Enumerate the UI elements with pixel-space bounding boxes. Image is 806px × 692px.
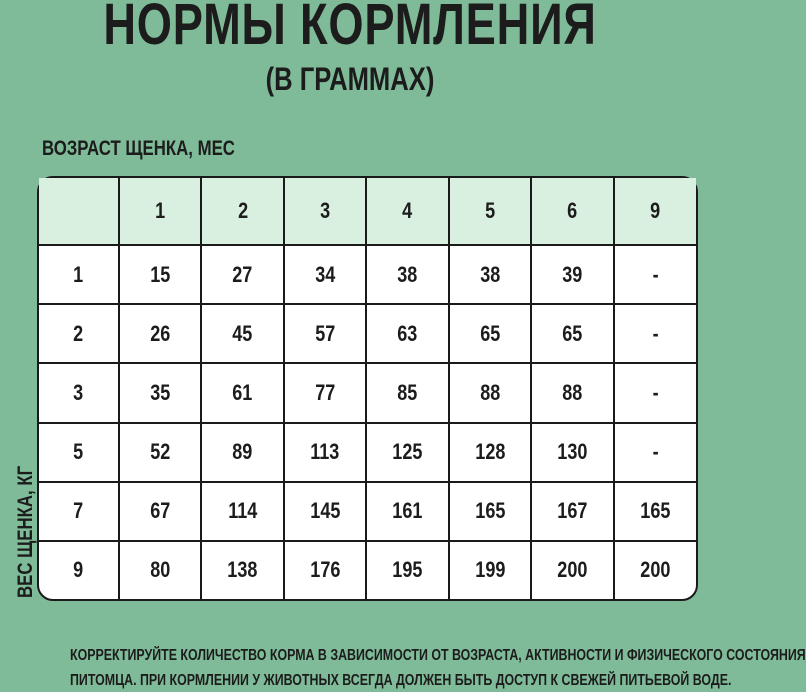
grams-value: 88: [562, 379, 583, 405]
footer-note-line-2: ПИТОМЦА. ПРИ КОРМЛЕНИИ У ЖИВОТНЫХ ВСЕГДА ДОЛЖЕН БЫТЬ ДОСТУП К СВЕЖЕЙ ПИТЬЕВОЙ ВОДЕ.: [70, 672, 732, 689]
footer-note-line-1: КОРРЕКТИРУЙТЕ КОЛИЧЕСТВО КОРМА В ЗАВИСИМОСТИ ОТ ВОЗРАСТА, АКТИВНОСТИ И ФИЗИЧЕСКОГО СОСТОЯНИЯ: [70, 647, 806, 664]
grams-cell: [366, 423, 448, 482]
weight-value: 1: [73, 261, 84, 287]
grams-cell: [531, 245, 613, 304]
table-corner-cell: [39, 178, 119, 245]
grams-cell: [531, 304, 613, 363]
feeding-table: [37, 176, 698, 601]
grams-cell: [614, 541, 696, 599]
grams-cell: [449, 245, 531, 304]
grams-cell: [201, 482, 283, 541]
age-header-value: 6: [567, 198, 578, 224]
grams-cell: [531, 423, 613, 482]
grams-value: 138: [227, 557, 258, 583]
grams-value: 34: [315, 261, 336, 287]
grams-value: 26: [150, 320, 171, 346]
grams-cell: [366, 363, 448, 422]
grams-cell: [201, 245, 283, 304]
grams-cell: [119, 363, 201, 422]
grams-value: -: [652, 379, 659, 405]
weight-value: 3: [73, 379, 84, 405]
grams-value: 45: [232, 320, 253, 346]
grams-value: -: [652, 261, 659, 287]
weight-header-cell: [39, 482, 119, 541]
weight-axis-label: ВЕС ЩЕНКА, КГ: [14, 465, 37, 598]
grams-value: 65: [479, 320, 500, 346]
grams-value: -: [652, 439, 659, 465]
grams-value: 85: [397, 379, 418, 405]
grams-value: 65: [562, 320, 583, 346]
grams-cell: [201, 423, 283, 482]
grams-value: 15: [150, 261, 171, 287]
weight-value: 9: [73, 557, 84, 583]
weight-header-cell: [39, 245, 119, 304]
grams-cell: [284, 304, 366, 363]
weight-header-cell: [39, 363, 119, 422]
table-row: [39, 423, 696, 482]
age-header-cell: [119, 178, 201, 245]
grams-cell: [614, 304, 696, 363]
grams-cell: [201, 541, 283, 599]
weight-header-cell: [39, 423, 119, 482]
grams-value: 27: [232, 261, 253, 287]
grams-cell: [119, 423, 201, 482]
grams-cell: [531, 541, 613, 599]
grams-value: 161: [392, 498, 423, 524]
age-header-value: 9: [650, 198, 661, 224]
grams-value: 52: [150, 439, 171, 465]
grams-value: 167: [557, 498, 588, 524]
age-header-cell: [201, 178, 283, 245]
weight-value: 5: [73, 439, 84, 465]
grams-value: 114: [228, 498, 258, 524]
grams-cell: [284, 541, 366, 599]
grams-cell: [449, 541, 531, 599]
age-header-value: 5: [484, 198, 495, 224]
age-header-cell: [366, 178, 448, 245]
grams-cell: [119, 304, 201, 363]
grams-cell: [449, 482, 531, 541]
grams-cell: [531, 482, 613, 541]
grams-value: 38: [397, 261, 418, 287]
grams-value: 199: [474, 557, 505, 583]
table-row: [39, 245, 696, 304]
grams-value: 89: [232, 439, 253, 465]
weight-value: 7: [73, 498, 84, 524]
grams-cell: [614, 423, 696, 482]
grams-value: 80: [150, 557, 171, 583]
grams-value: 145: [309, 498, 341, 524]
grams-value: 63: [397, 320, 418, 346]
grams-value: 165: [474, 498, 505, 524]
table-header-row: [39, 178, 696, 245]
grams-value: 61: [232, 379, 253, 405]
age-header-value: 3: [320, 198, 331, 224]
grams-cell: [449, 423, 531, 482]
weight-header-cell: [39, 304, 119, 363]
grams-value: 67: [150, 498, 171, 524]
grams-cell: [201, 304, 283, 363]
grams-value: 38: [479, 261, 500, 287]
table-row: [39, 482, 696, 541]
age-header-cell: [449, 178, 531, 245]
grams-value: 165: [640, 498, 671, 524]
grams-cell: [284, 245, 366, 304]
grams-cell: [201, 363, 283, 422]
grams-cell: [614, 245, 696, 304]
age-header-cell: [531, 178, 613, 245]
grams-value: 57: [315, 320, 336, 346]
table-row: [39, 541, 696, 599]
grams-cell: [449, 363, 531, 422]
grams-value: 176: [309, 557, 341, 583]
grams-value: 200: [640, 557, 671, 583]
grams-cell: [119, 482, 201, 541]
age-header-cell: [284, 178, 366, 245]
age-header-cell: [614, 178, 696, 245]
age-header-value: 1: [155, 198, 166, 224]
grams-value: 39: [562, 261, 583, 287]
grams-cell: [284, 482, 366, 541]
grams-cell: [284, 423, 366, 482]
grams-value: -: [652, 320, 659, 346]
grams-cell: [531, 363, 613, 422]
table-row: [39, 304, 696, 363]
grams-value: 125: [392, 439, 423, 465]
grams-value: 128: [474, 439, 505, 465]
table-row: [39, 363, 696, 422]
grams-value: 35: [150, 379, 171, 405]
age-axis-label: ВОЗРАСТ ЩЕНКА, МЕС: [42, 137, 235, 160]
grams-cell: [614, 482, 696, 541]
grams-value: 200: [557, 557, 588, 583]
grams-cell: [366, 482, 448, 541]
weight-header-cell: [39, 541, 119, 599]
grams-value: 130: [557, 439, 588, 465]
grams-value: 88: [479, 379, 500, 405]
age-header-value: 2: [237, 198, 248, 224]
grams-cell: [614, 363, 696, 422]
grams-cell: [119, 541, 201, 599]
grams-cell: [366, 541, 448, 599]
grams-value: 113: [310, 439, 340, 465]
age-header-value: 4: [402, 198, 413, 224]
grams-value: 195: [392, 557, 423, 583]
grams-cell: [284, 363, 366, 422]
grams-cell: [119, 245, 201, 304]
weight-value: 2: [73, 320, 84, 346]
page-subtitle: (В ГРАММАХ): [265, 61, 435, 97]
grams-value: 77: [315, 379, 336, 405]
grams-cell: [449, 304, 531, 363]
page-title: НОРМЫ КОРМЛЕНИЯ: [103, 0, 597, 57]
grams-cell: [366, 304, 448, 363]
grams-cell: [366, 245, 448, 304]
